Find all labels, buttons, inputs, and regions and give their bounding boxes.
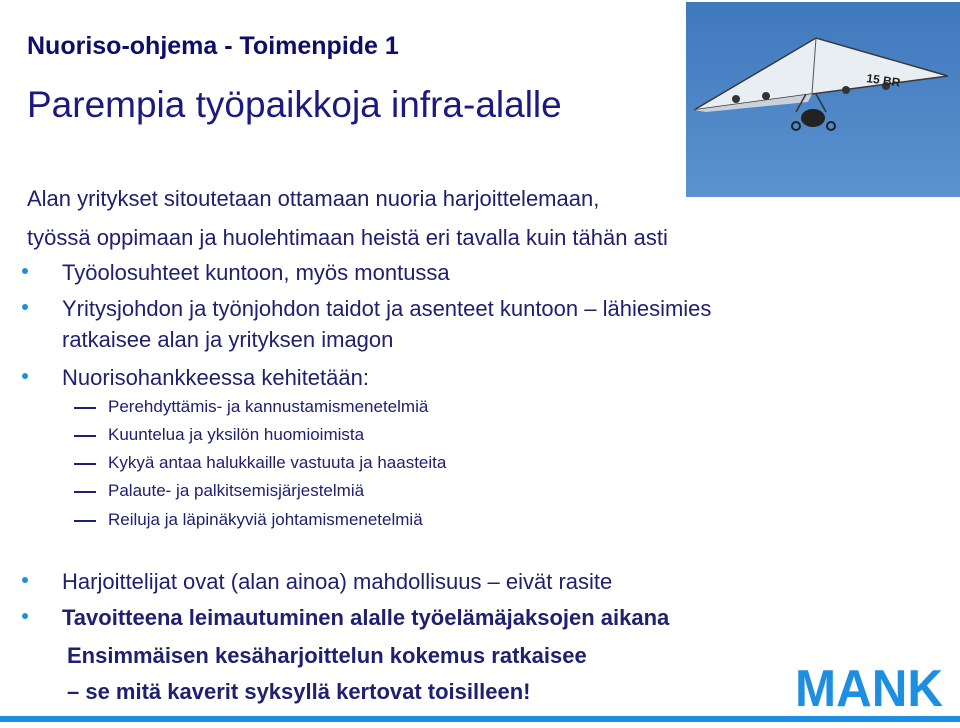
bullet-dot (22, 373, 28, 379)
dash-marker (74, 407, 96, 409)
dash-marker (74, 463, 96, 465)
bullet-goal (62, 605, 669, 631)
intro-line-1: Alan yritykset sitoutetaan ottamaan nuoria harjoittelemaan, (27, 186, 600, 211)
bullet-text: Yritysjohdon ja työnjohdon taidot ja asenteet kuntoon – lähiesimies (62, 296, 712, 321)
dash-marker (74, 520, 96, 522)
subbullet (108, 397, 428, 417)
subbullet (108, 425, 364, 445)
hang-glider-photo (686, 2, 960, 197)
emphasis-line-2: – se mitä kaverit syksyllä kertovat toisilleen! (67, 679, 531, 704)
subbullet-text: Perehdyttämis- ja kannustamismenetelmiä (108, 397, 429, 416)
slide-title: Parempia työpaikkoja infra-alalle (27, 84, 562, 125)
bullet-management (62, 296, 711, 322)
bullet-dot (22, 577, 28, 583)
bullet-dot (22, 613, 28, 619)
mank-logo (795, 660, 945, 714)
bullet-dot (22, 268, 28, 274)
subbullet (108, 453, 446, 473)
logo-text: MANK (795, 660, 944, 714)
subbullet-text: Kuuntelua ja yksilön huomioimista (108, 425, 365, 444)
subbullet (108, 481, 364, 501)
bullet-work-conditions (62, 260, 450, 286)
subbullet-text: Palaute- ja palkitsemisjärjestelmiä (108, 481, 365, 500)
slide-header: Nuoriso-ohjema - Toimenpide 1 (27, 32, 399, 60)
bullet-text: Työolosuhteet kuntoon, myös montussa (62, 260, 450, 285)
subbullet-text: Kykyä antaa halukkaille vastuuta ja haasteita (108, 453, 447, 472)
emphasis-line-1: Ensimmäisen kesäharjoittelun kokemus ratkaisee (67, 643, 587, 668)
bullet-youth-project (62, 365, 369, 391)
bullet-text: Tavoitteena leimautuminen alalle työelämäjaksojen aikana (62, 605, 670, 630)
wing-marking: 15 BR (865, 71, 902, 90)
subbullet (108, 510, 423, 530)
bullet-dot (22, 304, 28, 310)
dash-marker (74, 491, 96, 493)
footer-accent-line (0, 716, 960, 722)
dash-marker (74, 435, 96, 437)
subbullet-text: Reiluja ja läpinäkyviä johtamismenetelmiä (108, 510, 423, 529)
bullet-text: Nuorisohankkeessa kehitetään: (62, 365, 369, 390)
bullet-text: Harjoittelijat ovat (alan ainoa) mahdollisuus – eivät rasite (62, 569, 613, 594)
bullet-management-cont: ratkaisee alan ja yrityksen imagon (62, 327, 394, 352)
bullet-trainees (62, 569, 612, 595)
intro-line-2: työssä oppimaan ja huolehtimaan heistä eri tavalla kuin tähän asti (27, 225, 668, 250)
